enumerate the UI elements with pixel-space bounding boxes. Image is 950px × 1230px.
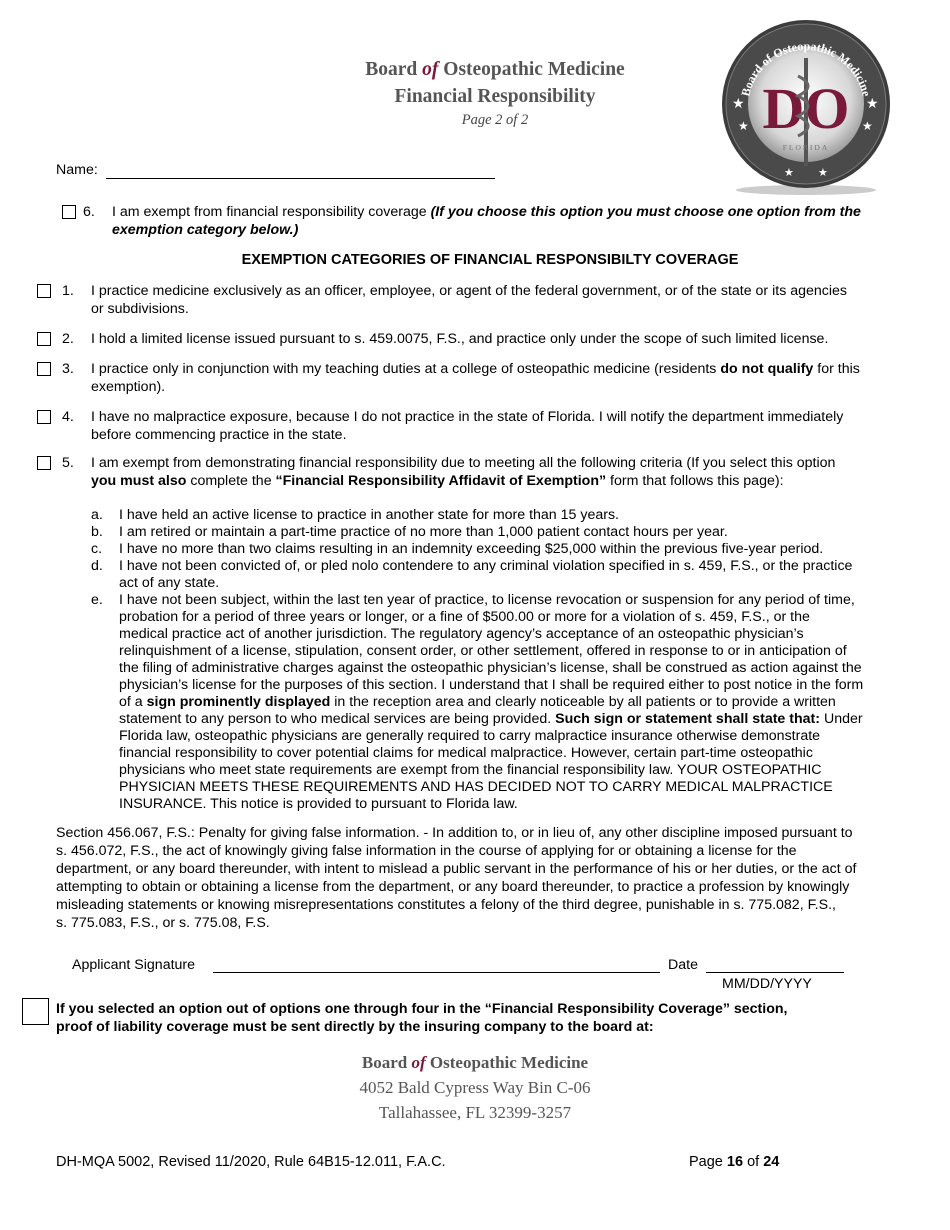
exemption-2-text: I hold a limited license issued pursuant to s. 459.0075, F.S., and practice only under the scope of such limited license.: [91, 331, 829, 347]
signature-input[interactable]: [213, 972, 660, 973]
option-6-text-cont: exemption category below.): [112, 222, 299, 238]
svg-text:★: ★: [732, 95, 745, 111]
exemption-3-checkbox[interactable]: [37, 362, 51, 376]
exemption-1-number: 1.: [62, 283, 74, 299]
exemption-3-text-cont: exemption).: [91, 379, 166, 395]
svg-text:Board of Osteopathic Medicine: Board of Osteopathic Medicine: [738, 38, 874, 98]
section-title: EXEMPTION CATEGORIES OF FINANCIAL RESPONSIBILTY COVERAGE: [241, 252, 739, 268]
svg-text:FLORIDA: FLORIDA: [782, 143, 830, 152]
exemption-4-text: I have no malpractice exposure, because I do not practice in the state of Florida. I will notify the department immediately: [91, 409, 844, 425]
footer-form-id: DH-MQA 5002, Revised 11/2020, Rule 64B15-12.011, F.A.C.: [56, 1154, 446, 1170]
criterion-e-line: physicians who meet state requirements are exempt from the financial responsibility law. YOUR OSTEOPATHIC: [119, 762, 822, 778]
criterion-d-text: I have not been convicted of, or pled nolo contendere to any criminal violation specified in s. 459, F.S., or the practice: [119, 558, 853, 574]
signature-label: Applicant Signature: [72, 957, 196, 973]
criterion-b-letter: b.: [91, 524, 103, 540]
board-seal-icon: [718, 16, 894, 196]
exemption-3-number: 3.: [62, 361, 74, 377]
exemption-4-checkbox[interactable]: [37, 410, 51, 424]
penalty-line: attempting to obtain or obtaining a license from the department, or any board thereunder, to practice a profession by knowingly: [56, 879, 850, 895]
criterion-e-line: of a sign prominently displayed in the reception area and clearly noticeable by all patients or to provide a written: [119, 694, 836, 710]
criterion-b-text: I am retired or maintain a part-time practice of no more than 1,000 patient contact hours per year.: [119, 524, 728, 540]
criterion-e-line: PHYSICIAN MEETS THESE REQUIREMENTS AND HAS DECIDED NOT TO CARRY MEDICAL MALPRACTICE: [119, 779, 833, 795]
footer-page-number: Page 16 of 24: [689, 1154, 780, 1170]
name-input[interactable]: [106, 178, 495, 179]
svg-text:DO: DO: [762, 76, 850, 141]
exemption-5-checkbox[interactable]: [37, 456, 51, 470]
criterion-e-line: statement to any person to who medical services are being provided. Such sign or statement shall state that: Under: [119, 711, 863, 727]
option-6-text: I am exempt from financial responsibility coverage (If you choose this option you must choose one option from the: [112, 204, 861, 220]
proof-notice-line: proof of liability coverage must be sent directly by the insuring company to the board at:: [56, 1019, 654, 1035]
exemption-4-text-cont: before commencing practice in the state.: [91, 427, 347, 443]
penalty-line: s. 775.083, F.S., or s. 775.08, F.S.: [56, 915, 270, 931]
svg-text:★: ★: [738, 119, 749, 133]
exemption-2-number: 2.: [62, 331, 74, 347]
header-page-label: Page 2 of 2: [461, 112, 529, 128]
criterion-e-line: I have not been subject, within the last ten year of practice, to license revocation or suspension for any period of time,: [119, 592, 855, 608]
proof-notice-line: If you selected an option out of options one through four in the “Financial Responsibility Coverage” section,: [56, 1001, 788, 1017]
criterion-d-text-cont: act of any state.: [119, 575, 220, 591]
criterion-a-letter: a.: [91, 507, 103, 523]
exemption-1-checkbox[interactable]: [37, 284, 51, 298]
penalty-line: department, or any board thereunder, with intent to mislead a public servant in the performance of his or her duties, or the act of: [56, 861, 857, 877]
address-street: 4052 Bald Cypress Way Bin C-06: [359, 1078, 591, 1097]
criterion-e-line: the filing of administrative charges against the osteopathic physician’s license, shall be construed as action against the: [119, 660, 862, 676]
exemption-3-text: I practice only in conjunction with my teaching duties at a college of osteopathic medicine (residents do not qualify for this: [91, 361, 860, 377]
criterion-d-letter: d.: [91, 558, 103, 574]
date-format-hint: MM/DD/YYYY: [722, 976, 812, 992]
svg-text:★: ★: [866, 95, 879, 111]
criterion-e-line: medical practice act of another jurisdiction. The regulatory agency’s acceptance of an osteopathic physician’s: [119, 626, 804, 642]
exemption-1-text-cont: or subdivisions.: [91, 301, 189, 317]
svg-text:★: ★: [862, 119, 873, 133]
criterion-e-line: physician’s license for the purposes of this section. I understand that I shall be required either to post notice in the form: [119, 677, 864, 693]
exemption-1-text: I practice medicine exclusively as an officer, employee, or agent of the federal government, or of the state or its agencies: [91, 283, 848, 299]
criterion-e-line: Florida law, osteopathic physicians are generally required to carry malpractice insurance otherwise demonstrate: [119, 728, 821, 744]
criterion-c-letter: c.: [91, 541, 103, 557]
exemption-5-text-cont: you must also complete the “Financial Responsibility Affidavit of Exemption” form that follows this page):: [91, 473, 784, 489]
penalty-line: misleading statements or knowing misrepresentations constitutes a felony of the third degree, punishable in s. 775.082, F.S.,: [56, 897, 836, 913]
penalty-line: Section 456.067, F.S.: Penalty for giving false information. - In addition to, or in lieu of, any other discipline imposed pursuant to: [56, 825, 853, 841]
date-input[interactable]: [706, 972, 844, 973]
header-title: Board of Osteopathic Medicine: [365, 59, 625, 80]
criterion-e-line: relinquishment of a license, stipulation, consent order, or other settlement, offered in response to or in anticipation of: [119, 643, 847, 659]
proof-notice-checkbox[interactable]: [22, 998, 49, 1025]
svg-text:★: ★: [784, 167, 794, 179]
criterion-a-text: I have held an active license to practice in another state for more than 15 years.: [119, 507, 619, 523]
option-6-checkbox[interactable]: [62, 205, 76, 219]
penalty-line: s. 456.072, F.S., the act of knowingly giving false information in the course of applying for or obtaining a license for the: [56, 843, 797, 859]
name-label: Name:: [56, 162, 98, 178]
address-city: Tallahassee, FL 32399-3257: [378, 1103, 572, 1122]
criterion-e-line: probation for a period of three years or longer, or a fine of $500.00 or more for a violation of s. 459, F.S., or the: [119, 609, 810, 625]
exemption-4-number: 4.: [62, 409, 74, 425]
svg-text:★: ★: [818, 167, 828, 179]
criterion-e-letter: e.: [91, 592, 103, 608]
criterion-e-line: INSURANCE. This notice is provided to pursuant to Florida law.: [119, 796, 518, 812]
date-label: Date: [668, 957, 698, 973]
criterion-e-line: financial responsibility to cover potential claims for medical malpractice. However, certain part-time osteopathic: [119, 745, 813, 761]
option-6-number: 6.: [83, 204, 95, 220]
address-board-name: Board of Osteopathic Medicine: [361, 1053, 589, 1072]
exemption-5-number: 5.: [62, 455, 74, 471]
exemption-2-checkbox[interactable]: [37, 332, 51, 346]
exemption-5-text: I am exempt from demonstrating financial responsibility due to meeting all the following criteria (If you select this option: [91, 455, 836, 471]
criterion-c-text: I have no more than two claims resulting in an indemnity exceeding $25,000 within the previous five-year period.: [119, 541, 824, 557]
header-subtitle: Financial Responsibility: [394, 86, 596, 107]
